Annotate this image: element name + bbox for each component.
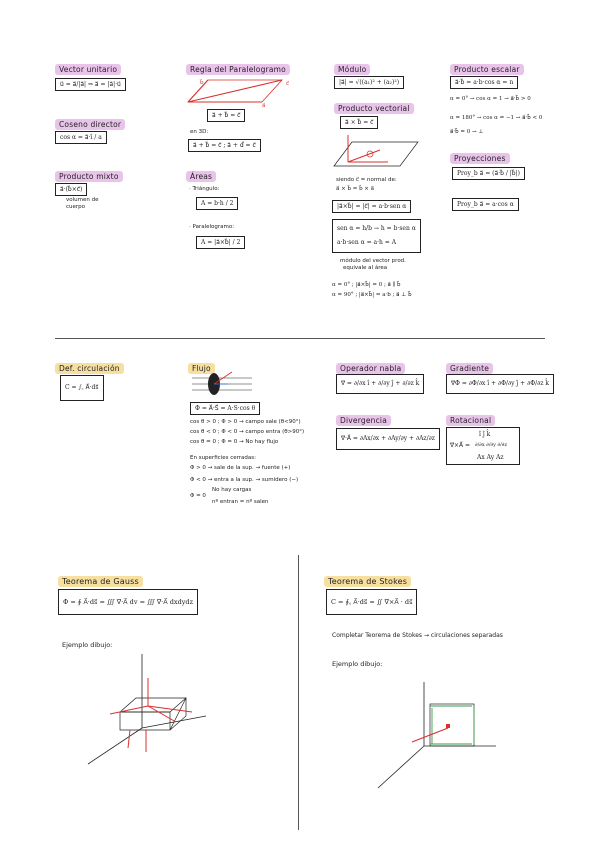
regla-label-b: b⃗ xyxy=(200,80,204,86)
flujo-title: Flujo xyxy=(188,363,215,374)
producto-escalar-formula: a⃗·b⃗ = a·b·cos α = n xyxy=(450,76,518,89)
vectorial-cond-1: α = 0° ; |a⃗×b⃗| = 0 ; a⃗ ∥ b⃗ xyxy=(332,282,401,288)
stokes-title: Teorema de Stokes xyxy=(324,576,411,587)
modulo-title: Módulo xyxy=(334,64,370,75)
vectorial-note-1: módulo del vector prod. xyxy=(340,258,406,264)
producto-mixto-note-2: cuerpo xyxy=(66,204,86,210)
circulacion-title: Def. circulación xyxy=(55,363,124,374)
rotacional-label: ∇⃗×A⃗ = xyxy=(450,442,471,449)
producto-vectorial-title: Producto vectorial xyxy=(334,103,414,114)
rotacional-m1: î ĵ k̂ xyxy=(479,431,491,438)
areas-triangulo-formula: A = b·h / 2 xyxy=(196,197,238,210)
flujo-l5: Φ > 0 → sale de la sup. → fuente (+) xyxy=(190,465,291,471)
vector-unitario-formula: u⃗ = a⃗/|a⃗| ⇒ a⃗ = |a⃗|·u⃗ xyxy=(55,78,126,91)
producto-mixto-note-1: volumen de xyxy=(66,197,99,203)
nabla-formula: ∇⃗ = ∂/∂x î + ∂/∂y ĵ + ∂/∂z k̂ xyxy=(336,374,424,394)
escalar-l1: α = 0° → cos α = 1 → a⃗·b⃗ > 0 xyxy=(450,96,531,102)
flujo-l8: nº entran = nº salen xyxy=(212,499,269,505)
gauss-cube-diagram xyxy=(80,648,210,768)
vectorial-l1: siendo c⃗ = normal de: xyxy=(336,177,397,183)
stokes-diagram xyxy=(372,676,502,794)
proyecciones-formula-1: Proy_b a⃗ = (a⃗·b⃗ / |b⃗|) xyxy=(452,167,525,180)
divergencia-formula: ∇⃗·A⃗ = ∂Ax/∂x + ∂Ay/∂y + ∂Az/∂z xyxy=(336,428,440,450)
producto-vectorial-diagram xyxy=(330,132,420,170)
vectorial-sen-1: sen α = h/b → h = b·sen α xyxy=(337,225,416,232)
vectorial-formula-2: |a⃗×b⃗| = |c⃗| = a·b·sen α xyxy=(332,200,411,213)
nabla-title: Operador nabla xyxy=(336,363,405,374)
stokes-formula: C = ∮꜀ A⃗·ds⃗ = ∬ ∇⃗×A⃗ · ds⃗ xyxy=(326,589,417,615)
rotacional-m3: Ax Ay Az xyxy=(477,454,504,461)
vectorial-sen-2: a·b·sen α = a·h = A xyxy=(337,239,397,246)
rotacional-m2: ∂/∂x ∂/∂y ∂/∂z xyxy=(475,442,508,448)
producto-escalar-title: Producto escalar xyxy=(450,64,524,75)
vectorial-sen-box xyxy=(332,219,421,253)
gauss-formula: Φ = ∮ A⃗·ds⃗ = ∭ ∇⃗·A⃗ dv = ∭ ∇⃗·A⃗ dxdydz xyxy=(58,589,198,615)
flujo-formula: Φ = A⃗·S⃗ = A·S·cos θ xyxy=(190,402,260,415)
proyecciones-title: Proyecciones xyxy=(450,153,510,164)
coseno-title: Coseno director xyxy=(55,119,125,130)
flujo-l2: cos θ < 0 ; Φ < 0 → campo entra (θ>90°) xyxy=(190,429,305,435)
paralelogramo-diagram xyxy=(182,76,292,108)
gauss-title: Teorema de Gauss xyxy=(58,576,143,587)
areas-paralelogramo: · Paralelogramo: xyxy=(189,224,235,230)
vectorial-l2: a⃗ × b⃗ = b⃗ × a⃗ xyxy=(336,186,375,192)
vectorial-cond-2: α = 90° ; |a⃗×b⃗| = a·b ; a⃗ ⊥ b⃗ xyxy=(332,292,412,298)
producto-vectorial-formula: a⃗ × b⃗ = c⃗ xyxy=(340,116,378,129)
producto-mixto-title: Producto mixto xyxy=(55,171,123,182)
areas-paralelogramo-formula: A = |a⃗×b⃗| / 2 xyxy=(196,236,245,249)
gradiente-title: Gradiente xyxy=(446,363,493,374)
regla-label-c: c⃗ xyxy=(286,81,290,87)
flujo-l6: Φ < 0 → entra a la sup. → sumidero (−) xyxy=(190,477,299,483)
flujo-l1: cos θ > 0 ; Φ > 0 → campo sale (θ<90°) xyxy=(190,419,301,425)
flujo-l4: En superficies cerradas: xyxy=(190,455,256,461)
modulo-formula: |a⃗| = √((a₁)² + (a₂)²) xyxy=(334,76,404,89)
regla-formula-2: a⃗ + b⃗ = c⃗ ; a⃗ + d⃗ = c⃗ xyxy=(188,139,261,152)
regla-formula-1: a⃗ + b⃗ = c⃗ xyxy=(207,109,245,122)
divergencia-title: Divergencia xyxy=(336,415,391,426)
stokes-ejemplo: Ejemplo dibujo: xyxy=(332,660,383,668)
coseno-formula: cos α = a⃗·î / a xyxy=(55,131,107,144)
regla-en-3d: en 3D: xyxy=(190,129,209,135)
vectorial-note-2: equivale al área xyxy=(343,265,388,271)
circulacion-formula: C = ∫꜀ A⃗·ds⃗ xyxy=(60,375,104,401)
flujo-l7: No hay cargas xyxy=(212,487,252,493)
areas-title: Áreas xyxy=(186,171,216,182)
escalar-l2: α = 180° → cos α = −1 → a⃗·b⃗ < 0 xyxy=(450,115,543,121)
rotacional-box xyxy=(446,427,520,465)
vector-unitario-title: Vector unitario xyxy=(55,64,121,75)
regla-paralelogramo-title: Regla del Paralelogramo xyxy=(186,64,290,75)
column-divider xyxy=(298,555,299,830)
producto-mixto-formula: a⃗·(b⃗×c⃗) xyxy=(55,183,87,196)
proyecciones-formula-2: Proy_b a⃗ = a·cos α xyxy=(452,198,519,211)
stokes-note: Completar Teorema de Stokes → circulaciones separadas xyxy=(332,632,503,639)
gradiente-formula: ∇⃗Φ = ∂Φ/∂x î + ∂Φ/∂y ĵ + ∂Φ/∂z k̂ xyxy=(446,374,554,394)
flujo-l3: cos θ = 0 ; Φ = 0 → No hay flujo xyxy=(190,439,279,445)
gauss-ejemplo: Ejemplo dibujo: xyxy=(62,641,113,649)
flujo-l9: Φ = 0 xyxy=(190,493,206,499)
regla-label-a: a⃗ xyxy=(262,103,266,109)
areas-triangulo: · Triángulo: xyxy=(189,186,220,192)
section-divider xyxy=(55,338,545,339)
rotacional-title: Rotacional xyxy=(446,415,495,426)
escalar-l3: a⃗·b⃗ = 0 → ⊥ xyxy=(450,129,484,135)
flujo-diagram xyxy=(190,370,260,400)
